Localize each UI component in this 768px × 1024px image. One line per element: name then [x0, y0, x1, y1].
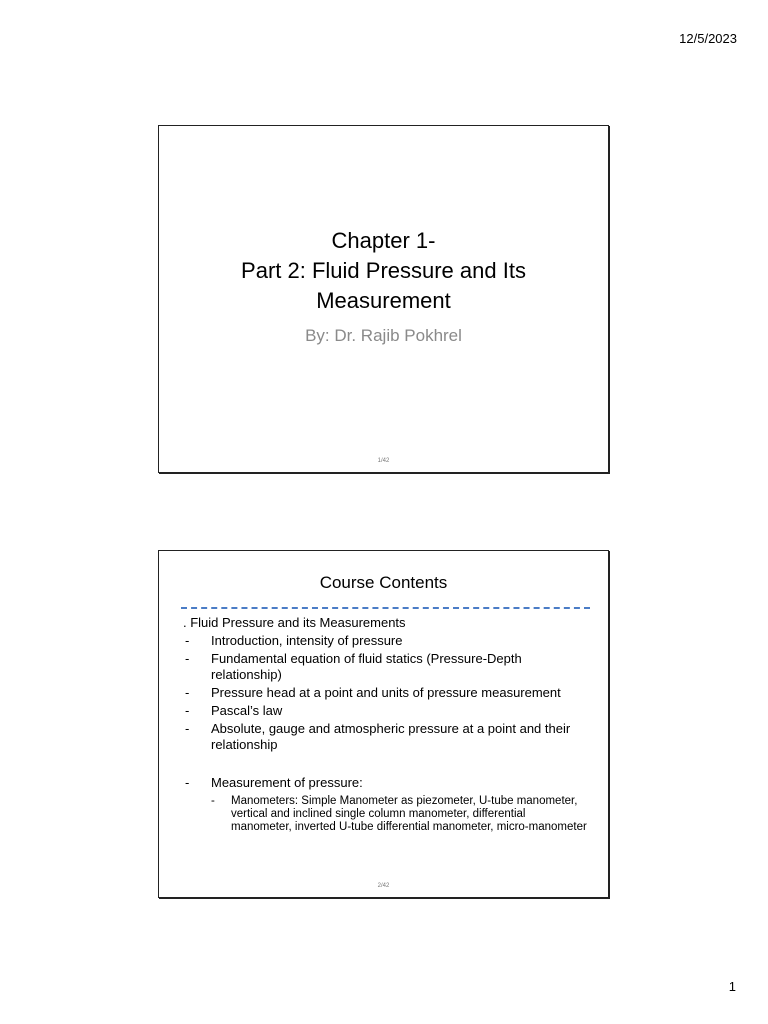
list-item: - Pressure head at a point and units of pressure measurement [183, 685, 588, 701]
slide-2-title: Course Contents [319, 573, 448, 592]
title-line: Part 2: Fluid Pressure and Its [241, 258, 526, 283]
list-item [183, 775, 588, 834]
print-date: 12/5/2023 [679, 31, 737, 46]
slide-2 [158, 550, 609, 898]
slide-number: 1/42 [377, 458, 390, 464]
sub-list [211, 795, 588, 834]
sub-list-item: - Manometers: Simple Manometer as piezometer, U-tube manometer, vertical and inclined single column manometer, differential manometer, inverted U-tube differential manometer, micro-manometer [211, 795, 588, 834]
title-line: Chapter 1- [331, 228, 436, 253]
list-item: - Introduction, intensity of pressure [183, 633, 588, 649]
slide-1-subtitle: By: Dr. Rajib Pokhrel [305, 326, 462, 345]
page-number: 1 [728, 979, 736, 994]
measurement-list [183, 775, 588, 834]
title-line: Measurement [316, 288, 451, 313]
dashed-divider [181, 607, 590, 609]
contents-list [183, 633, 588, 753]
list-item: - Fundamental equation of fluid statics (Pressure-Depth relationship) [183, 651, 588, 683]
slide-1 [158, 125, 609, 473]
list-item: - Absolute, gauge and atmospheric pressure at a point and their relationship [183, 721, 588, 753]
list-item-label: Measurement of pressure: [211, 775, 363, 790]
list-item: - Pascal’s law [183, 703, 588, 719]
section-heading: . Fluid Pressure and its Measurements [183, 615, 406, 630]
slide-number: 2/42 [377, 883, 390, 889]
slide-1-title [159, 226, 608, 316]
course-contents-body [183, 615, 588, 836]
